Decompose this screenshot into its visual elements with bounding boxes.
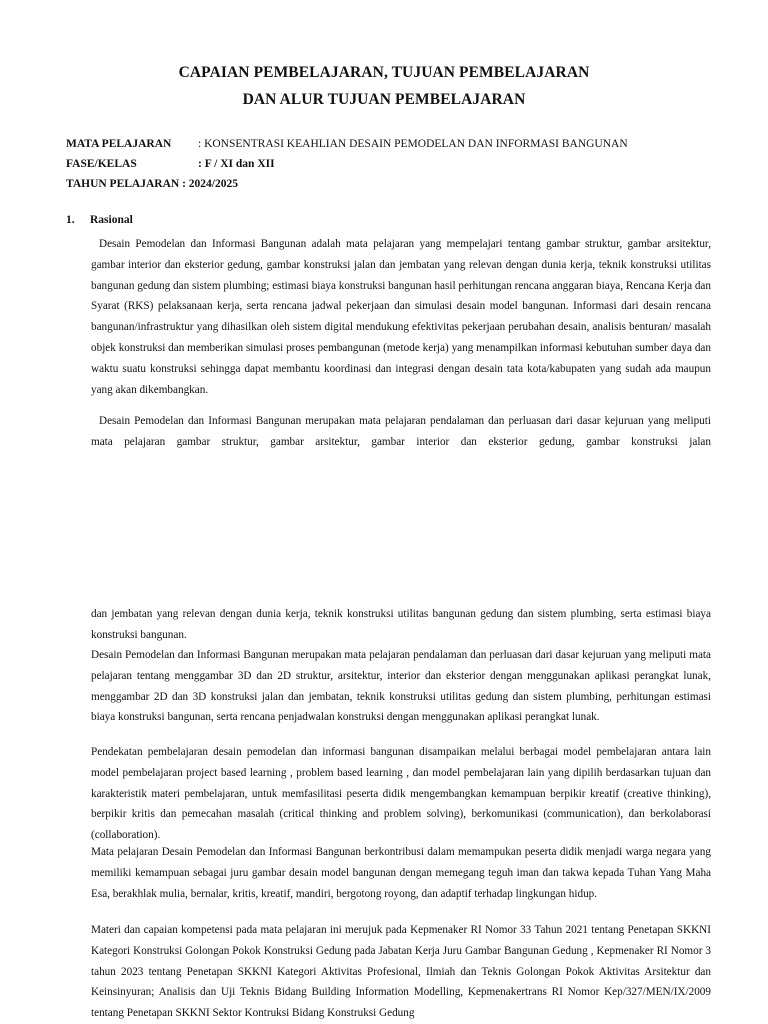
document-title-line-2: DAN ALUR TUJUAN PEMBELAJARAN [242, 91, 526, 108]
meta-phase-value: : F / XI dan XII [198, 158, 275, 170]
meta-subject-value: : KONSENTRASI KEAHLIAN DESAIN PEMODELAN DAN INFORMASI BANGUNAN [198, 138, 628, 150]
paragraph-1: Desain Pemodelan dan Informasi Bangunan adalah mata pelajaran yang mempelajari tentang gambar struktur, gambar arsitektur, gambar interior dan eksterior gedung, gambar konstruksi jalan dan jembatan yang relevan dengan dunia kerja, teknik konstruksi utilitas bangunan gedung dan sistem plumbing; estimasi biaya konstruksi bangunan hasil perhitungan rencana anggaran biaya, Rencana Kerja dan Syarat (RKS) pelaksanaan kerja, serta rencana jadwal pekerjaan dan simulasi desain model bangunan. Informasi dari desain rencana bangunan/infrastruktur yang dihasilkan oleh sistem digital mendukung efektivitas pekerjaan perubahan desain, analisis benturan/ masalah objek konstruksi dan memberikan simulasi proses pembangunan (metode kerja) yang menampilkan informasi kebutuhan sumber daya dan waktu suatu konstruksi sehingga dapat membantu koordinasi dan integrasi dengan desain tata kota/kabupaten yang sudah ada maupun yang akan dikembangkan. [91, 238, 711, 396]
meta-subject-label: MATA PELAJARAN [66, 138, 172, 150]
section-title: Rasional [90, 214, 133, 226]
paragraph-2-continued: dan jembatan yang relevan dengan dunia kerja, teknik konstruksi utilitas bangunan gedung dan sistem plumbing, serta estimasi biaya konstruksi bangunan. [91, 608, 711, 641]
meta-phase-row [66, 154, 275, 174]
paragraph-5: Mata pelajaran Desain Pemodelan dan Informasi Bangunan berkontribusi dalam memampukan peserta didik menjadi warga negara yang memiliki kemampuan sebagai juru gambar desain model bangunan dengan memegang teguh iman dan takwa kepada Tuhan Yang Maha Esa, berakhlak mulia, bernalar, kritis, kreatif, mandiri, bergotong royong, dan adaptif terhadap lingkungan hidup. [91, 846, 711, 900]
section-heading [66, 214, 133, 226]
meta-year-label: TAHUN PELAJARAN : 2024/2025 [66, 178, 238, 190]
document-title-line-1: CAPAIAN PEMBELAJARAN, TUJUAN PEMBELAJARAN [178, 64, 590, 81]
paragraph-3: Desain Pemodelan dan Informasi Bangunan merupakan mata pelajaran pendalaman dan perluasan dari dasar kejuruan yang meliputi mata pelajaran tentang menggambar 3D dan 2D struktur, arsitektur, interior dan eksterior dengan menggunakan aplikasi perangkat lunak, menggambar 2D dan 3D konstruksi jalan dan jembatan, teknik konstruksi utilitas gedung dan sistem plumbing, perhitungan estimasi biaya konstruksi bangunan, serta rencana penjadwalan konstruksi dengan menggunakan aplikasi perangkat lunak. [91, 649, 711, 724]
paragraph-4: Pendekatan pembelajaran desain pemodelan dan informasi bangunan disampaikan melalui berbagai model pembelajaran antara lain model pembelajaran project based learning , problem based learning , dan model pembelajaran lain yang dipilih berdasarkan tujuan dan karakteristik materi pembelajaran, untuk memfasilitasi peserta didik mengembangkan kemampuan berpikir kreatif (creative thinking), berpikir kritis dan pemecahan masalah (critical thinking and problem solving), berkomunikasi (communication), dan berkolaborasi (collaboration). [91, 746, 711, 842]
meta-year-row [66, 174, 238, 194]
meta-phase-label: FASE/KELAS [66, 158, 137, 170]
meta-subject-row [66, 134, 628, 154]
paragraph-2: Desain Pemodelan dan Informasi Bangunan merupakan mata pelajaran pendalaman dan perluasan dari dasar kejuruan yang meliputi mata pelajaran gambar struktur, gambar arsitektur, gambar interior dan eksterior gedung, gambar konstruksi jalan [91, 415, 711, 448]
section-number: 1. [66, 214, 75, 226]
paragraph-6: Materi dan capaian kompetensi pada mata pelajaran ini merujuk pada Kepmenaker RI Nomor 33 Tahun 2021 tentang Penetapan SKKNI Kategori Konstruksi Golongan Pokok Konstruksi Gedung pada Jabatan Kerja Juru Gambar Bangunan Gedung , Kepmenaker RI Nomor 3 tahun 2023 tentang Penetapan SKKNI Kategori Aktivitas Profesional, Ilmiah dan Teknis Golongan Pokok Aktivitas Arsitektur dan Keinsinyuran; Analisis dan Uji Teknis Bidang Building Information Modelling, Kepmenakertrans RI Nomor Kep/327/MEN/IX/2009 tentang Penetapan SKKNI Sektor Kontruksi Bidang Konstruksi Gedung [91, 924, 711, 1020]
